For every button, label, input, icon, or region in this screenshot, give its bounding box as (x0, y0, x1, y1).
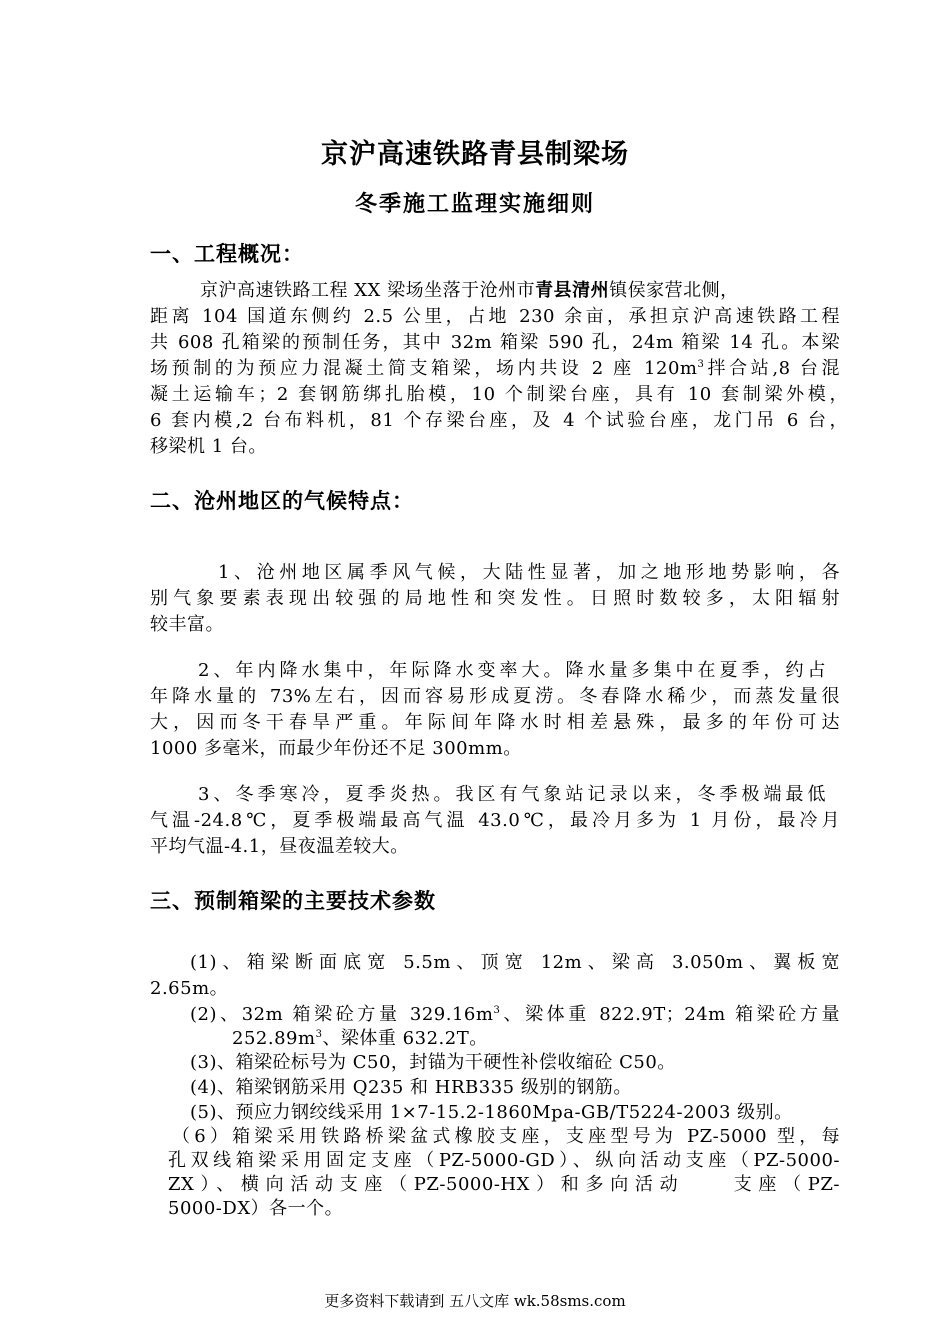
climate-p3-line-1: 3、冬季寒冷，夏季炎热。我区有气象站记录以来，冬季极端最低 (198, 784, 826, 805)
overview-line-1-location: 青县清州 (535, 280, 610, 301)
section-heading-parameters: 三、预制箱梁的主要技术参数 (150, 889, 436, 913)
climate-p3-line-2: 气温-24.8℃，夏季极端最高气温 43.0℃，最冷月多为 1 月份，最冷月 (150, 810, 840, 831)
overview-line-4 (150, 354, 840, 380)
document-subtitle: 冬季施工监理实施细则 (354, 192, 595, 217)
climate-p1-line-1: 1、沧州地区属季风气候，大陆性显著，加之地形地势影响，各 (218, 562, 840, 583)
param-6-line-4: 5000-DX）各一个。 (168, 1198, 344, 1219)
param-2-line-2-text-a: 252.89m (232, 1028, 316, 1049)
overview-line-4-text-a: 场预制的为预应力混凝土简支箱梁，场内共设 2 座 120m (150, 358, 698, 379)
overview-line-6: 6 套内模,2 台布料机，81 个存梁台座，及 4 个试验台座，龙门吊 6 台， (150, 410, 848, 431)
climate-p2-line-3: 大，因而冬干春旱严重。年际间年降水时相差悬殊，最多的年份可达 (150, 712, 840, 733)
climate-p2-line-2: 年降水量的 73%左右，因而容易形成夏涝。冬春降水稀少，而蒸发量很 (150, 686, 840, 707)
overview-line-7: 移梁机 1 台。 (150, 436, 267, 457)
climate-p1-line-2: 别气象要素表现出较强的局地性和突发性。日照时数较多，太阳辐射 (150, 588, 840, 609)
param-6-line-1: （6）箱梁采用铁路桥梁盆式橡胶支座，支座型号为 PZ-5000 型，每 (172, 1126, 840, 1147)
section-heading-climate: 二、沧州地区的气候特点： (150, 489, 414, 513)
param-4: (4)、箱梁钢筋采用 Q235 和 HRB335 级别的钢筋。 (190, 1077, 632, 1098)
param-2-line-1-superscript: 3 (493, 1005, 501, 1016)
section-heading-overview: 一、工程概况： (150, 242, 304, 266)
param-1-line-1: (1)、箱梁断面底宽 5.5m、顶宽 12m、梁高 3.050m、翼板宽 (190, 952, 840, 973)
overview-line-2: 距离 104 国道东侧约 2.5 公里，占地 230 余亩，承担京沪高速铁路工程 (150, 306, 840, 327)
overview-line-4-superscript: 3 (697, 359, 705, 370)
overview-line-4-text-b: 拌合站,8 台混 (704, 358, 840, 379)
overview-line-5: 凝土运输车；2 套钢筋绑扎胎模，10 个制梁台座，具有 10 套制梁外模， (150, 384, 848, 405)
param-3: (3)、箱梁砼标号为 C50，封锚为干硬性补偿收缩砼 C50。 (190, 1052, 676, 1073)
climate-p3-line-3: 平均气温-4.1，昼夜温差较大。 (150, 836, 409, 857)
overview-line-1-text-a: 京沪高速铁路工程 XX 梁场坐落于沧州市 (200, 280, 536, 301)
climate-p1-line-3: 较丰富。 (150, 614, 224, 635)
param-5: (5)、预应力钢绞线采用 1×7-15.2-1860Mpa-GB/T5224-2003 级别。 (190, 1102, 793, 1123)
overview-line-1 (200, 276, 830, 302)
param-1-line-2: 2.65m。 (150, 978, 229, 999)
param-2-line-2 (232, 1024, 488, 1050)
overview-line-3: 共 608 孔箱梁的预制任务，其中 32m 箱梁 590 孔，24m 箱梁 14 孔。本梁 (150, 332, 840, 353)
overview-line-1-text-c: 镇侯家营北侧， (609, 280, 739, 301)
param-2-line-1 (190, 1000, 840, 1026)
footer-download-note: 更多资料下载请到 五八文库 wk.58sms.com (324, 1292, 626, 1310)
param-6-line-2: 孔双线箱梁采用固定支座（PZ-5000-GD）、纵向活动支座（PZ-5000- (168, 1150, 840, 1171)
param-6-line-3: ZX）、横向活动支座（PZ-5000-HX）和多向活动 支座（PZ- (168, 1174, 840, 1195)
param-2-line-2-text-b: 、梁体重 632.2T。 (322, 1028, 488, 1049)
param-2-line-1-text-b: 、梁体重 822.9T；24m 箱梁砼方量 (500, 1004, 841, 1025)
climate-p2-line-4: 1000 多毫米，而最少年份还不足 300mm。 (150, 738, 522, 759)
document-title: 京沪高速铁路青县制梁场 (321, 139, 629, 170)
climate-p2-line-1: 2、年内降水集中，年际降水变率大。降水量多集中在夏季，约占 (198, 660, 826, 681)
param-2-line-1-text-a: (2)、32m 箱梁砼方量 329.16m (190, 1004, 494, 1025)
param-2-line-2-superscript: 3 (315, 1029, 323, 1040)
